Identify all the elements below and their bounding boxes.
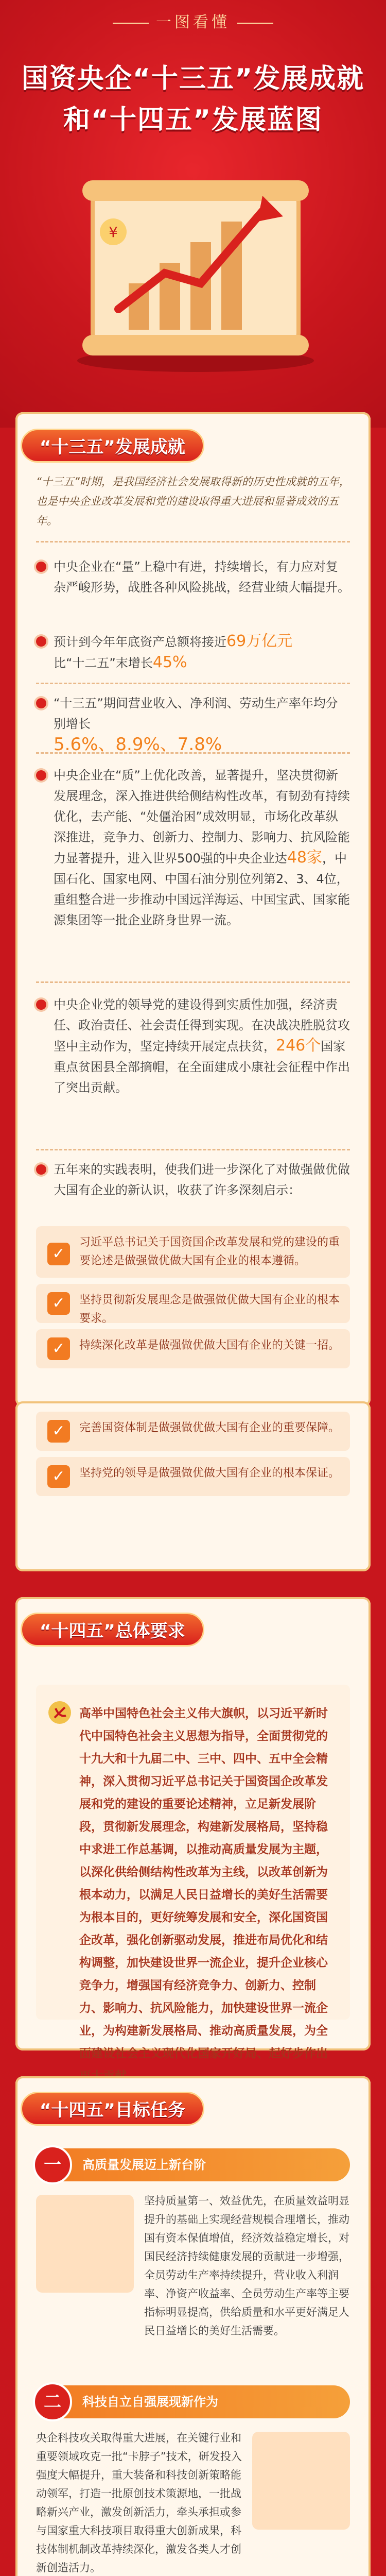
insight-text: 习近平总书记关于国资国企改革发展和党的建设的重要论述是做强做优做大国有企业的根本遵循。 bbox=[79, 1236, 340, 1267]
item-text: 中央企业在“量”上稳中有进，持续增长，有力应对复杂严峻形势，战胜各种风险挑战，经营业绩大幅提升。 bbox=[54, 560, 350, 595]
bullet-dot-icon bbox=[36, 636, 46, 647]
task-body: 央企科技攻关取得重大进展，在关键行业和重要领域攻克一批“卡脖子”技术，研发投入强度大幅提升，重大装备和科技创新策略能动领军，打造一批原创技术策源地，一批战略新兴产业，激发创新活力，牵头承担或参与国家重大科技项目取得重大创新成果，科技体制机制改革持续深化，激发各类人才创新创造活力。 bbox=[36, 2432, 242, 2574]
bullet-dot-icon bbox=[36, 698, 46, 708]
divider bbox=[36, 541, 350, 543]
divider bbox=[36, 752, 350, 754]
item-text: “十三五”期间营业收入、净利润、劳动生产率年均分别增长 bbox=[54, 696, 338, 731]
item-text: 中央企业在“质”上优化改善，显著提升，坚决贯彻新发展理念，深入推进供给侧结构性改革，有韧劲有持续优化，去产能、“处僵治困”成效明显，市场化改革纵深推进，竞争力、创新力、控制力、影响力、抗风险能力显著提升，进入世界500强的中央企业达 bbox=[54, 768, 350, 866]
scroll-chart-icon bbox=[62, 155, 329, 376]
insight-item bbox=[36, 1457, 350, 1496]
header-banner bbox=[0, 0, 386, 428]
party-emblem-icon bbox=[47, 1700, 72, 1725]
highlight-value: 69万亿元 bbox=[226, 632, 293, 650]
achievement-item bbox=[36, 1159, 350, 1200]
header-title-line1: 国资央企“十三五”发展成就 bbox=[21, 63, 365, 94]
blueprint-title: “十四五”总体要求 bbox=[21, 1613, 204, 1647]
header-title-line2: 和“十四五”发展蓝图 bbox=[63, 105, 323, 135]
header-tagline: 一图看懂 bbox=[0, 9, 386, 32]
task-item bbox=[36, 2385, 350, 2576]
insight-item bbox=[36, 1226, 350, 1278]
highlight-value: 48家 bbox=[287, 849, 322, 867]
item-text: 国家重点贫困县全部摘帽，在全面建成小康社会征程中作出了突出贡献。 bbox=[54, 1039, 350, 1095]
task-number: 一 bbox=[33, 2145, 72, 2184]
item-text: ，中国石化、国家电网、中国石油分别位列第2、3、4位，重组整合进一步推动中国远洋海运、中国宝武、国家能源集团等一批企业跻身世界一流。 bbox=[54, 851, 350, 927]
task-heading: 高质量发展迈上新台阶 bbox=[82, 2158, 206, 2172]
task-body: 坚持质量第一、效益优先，在质量效益明显提升的基础上实现经营规模合理增长，推动国有资本保值增值，经济效益稳定增长，对国民经济持续健康发展的贡献进一步增强，全员劳动生产率持续提升，营业收入利润率、净资产收益率、全员劳动生产率等主要指标明显提高，供给质量和水平更好满足人民日益增长的美好生活需要。 bbox=[144, 2195, 349, 2337]
check-icon: ✓ bbox=[47, 1465, 70, 1488]
highlight-value: 5.6%、8.9%、7.8% bbox=[54, 734, 222, 755]
task-heading: 科技自立自强展现新作为 bbox=[82, 2395, 218, 2409]
bullet-dot-icon bbox=[36, 562, 46, 572]
insight-text: 坚持党的领导是做强做优做大国有企业的根本保证。 bbox=[79, 1467, 340, 1480]
check-icon: ✓ bbox=[47, 1292, 70, 1315]
highlight-value: 45% bbox=[152, 653, 187, 671]
achievements-intro: “十三五”时期，是我国经济社会发展取得新的历史性成就的五年，也是中央企业改革发展和党的建设取得重大进展和显著成效的五年。 bbox=[36, 476, 350, 527]
highlight-value: 246个 bbox=[276, 1037, 321, 1055]
achievement-item bbox=[36, 556, 350, 598]
achievement-item bbox=[36, 693, 350, 756]
achievement-item bbox=[36, 631, 350, 673]
bullet-dot-icon bbox=[36, 999, 46, 1010]
item-text: 比“十二五”末增长 bbox=[54, 656, 153, 670]
divider bbox=[36, 683, 350, 684]
insight-item bbox=[36, 1329, 350, 1368]
task-header bbox=[36, 2148, 350, 2181]
summary-text: 高举中国特色社会主义伟大旗帜，以习近平新时代中国特色社会主义思想为指导，全面贯彻党的十九大和十九届二中、三中、四中、五中全会精神，深入贯彻习近平总书记关于国资国企改革发展和党的建设的重要论述精神，立足新发展阶段，贯彻新发展理念，构建新发展格局，坚持稳中求进工作总基调，以推动高质量发展为主题，以深化供给侧结构性改革为主线，以改革创新为根本动力，以满足人民日益增长的美好生活需要为根本目的，更好统筹发展和安全，深化国资国企改革，强化创新驱动发展，推进布局优化和结构调整，加快建设世界一流企业，提升企业核心竞争力，增强国有经济竞争力、创新力、控制力、影响力、抗风险能力，加快建设世界一流企业，为构建新发展格局、推动高质量发展，为全面建设社会主义现代化国家开好局、起好步作出 bbox=[79, 1707, 328, 2060]
insight-item bbox=[36, 1284, 350, 1323]
task-illustration-icon bbox=[36, 2195, 134, 2293]
task-number: 二 bbox=[33, 2382, 72, 2421]
insight-item bbox=[36, 1412, 350, 1451]
check-icon: ✓ bbox=[47, 1337, 70, 1360]
bullet-dot-icon bbox=[36, 1164, 46, 1175]
insight-text: 坚持贯彻新发展理念是做强做优做大国有企业的根本要求。 bbox=[79, 1294, 340, 1325]
item-text: 五年来的实践表明，使我们进一步深化了对做强做优做大国有企业的新认识，收获了许多深刻启示： bbox=[54, 1162, 350, 1197]
achievements-title: “十三五”发展成就 bbox=[21, 429, 204, 463]
bullet-dot-icon bbox=[36, 770, 46, 781]
blueprint-summary bbox=[36, 1685, 350, 2060]
insight-text: 持续深化改革是做强做优做大国有企业的关键一招。 bbox=[79, 1339, 340, 1352]
svg-text:¥: ¥ bbox=[109, 224, 118, 241]
task-item bbox=[36, 2148, 350, 2375]
achievement-item bbox=[36, 994, 350, 1098]
divider bbox=[36, 981, 350, 983]
task-header bbox=[36, 2385, 350, 2418]
check-icon: ✓ bbox=[47, 1420, 70, 1443]
insight-text: 完善国资体制是做强做优做大国有企业的重要保障。 bbox=[79, 1421, 340, 1434]
tasks-title: “十四五”目标任务 bbox=[21, 2092, 204, 2126]
check-icon: ✓ bbox=[47, 1243, 70, 1265]
achievement-item bbox=[36, 765, 350, 930]
divider bbox=[36, 1149, 350, 1150]
item-text: 中央企业党的领导党的建设得到实质性加强，经济责任、政治责任、社会责任得到实现。在决战决胜脱贫攻坚中主动作为，坚定持续开展定点扶贫， bbox=[54, 997, 350, 1054]
task-illustration-icon bbox=[252, 2432, 350, 2530]
item-text: 预计到今年年底资产总额将接近 bbox=[54, 635, 226, 649]
